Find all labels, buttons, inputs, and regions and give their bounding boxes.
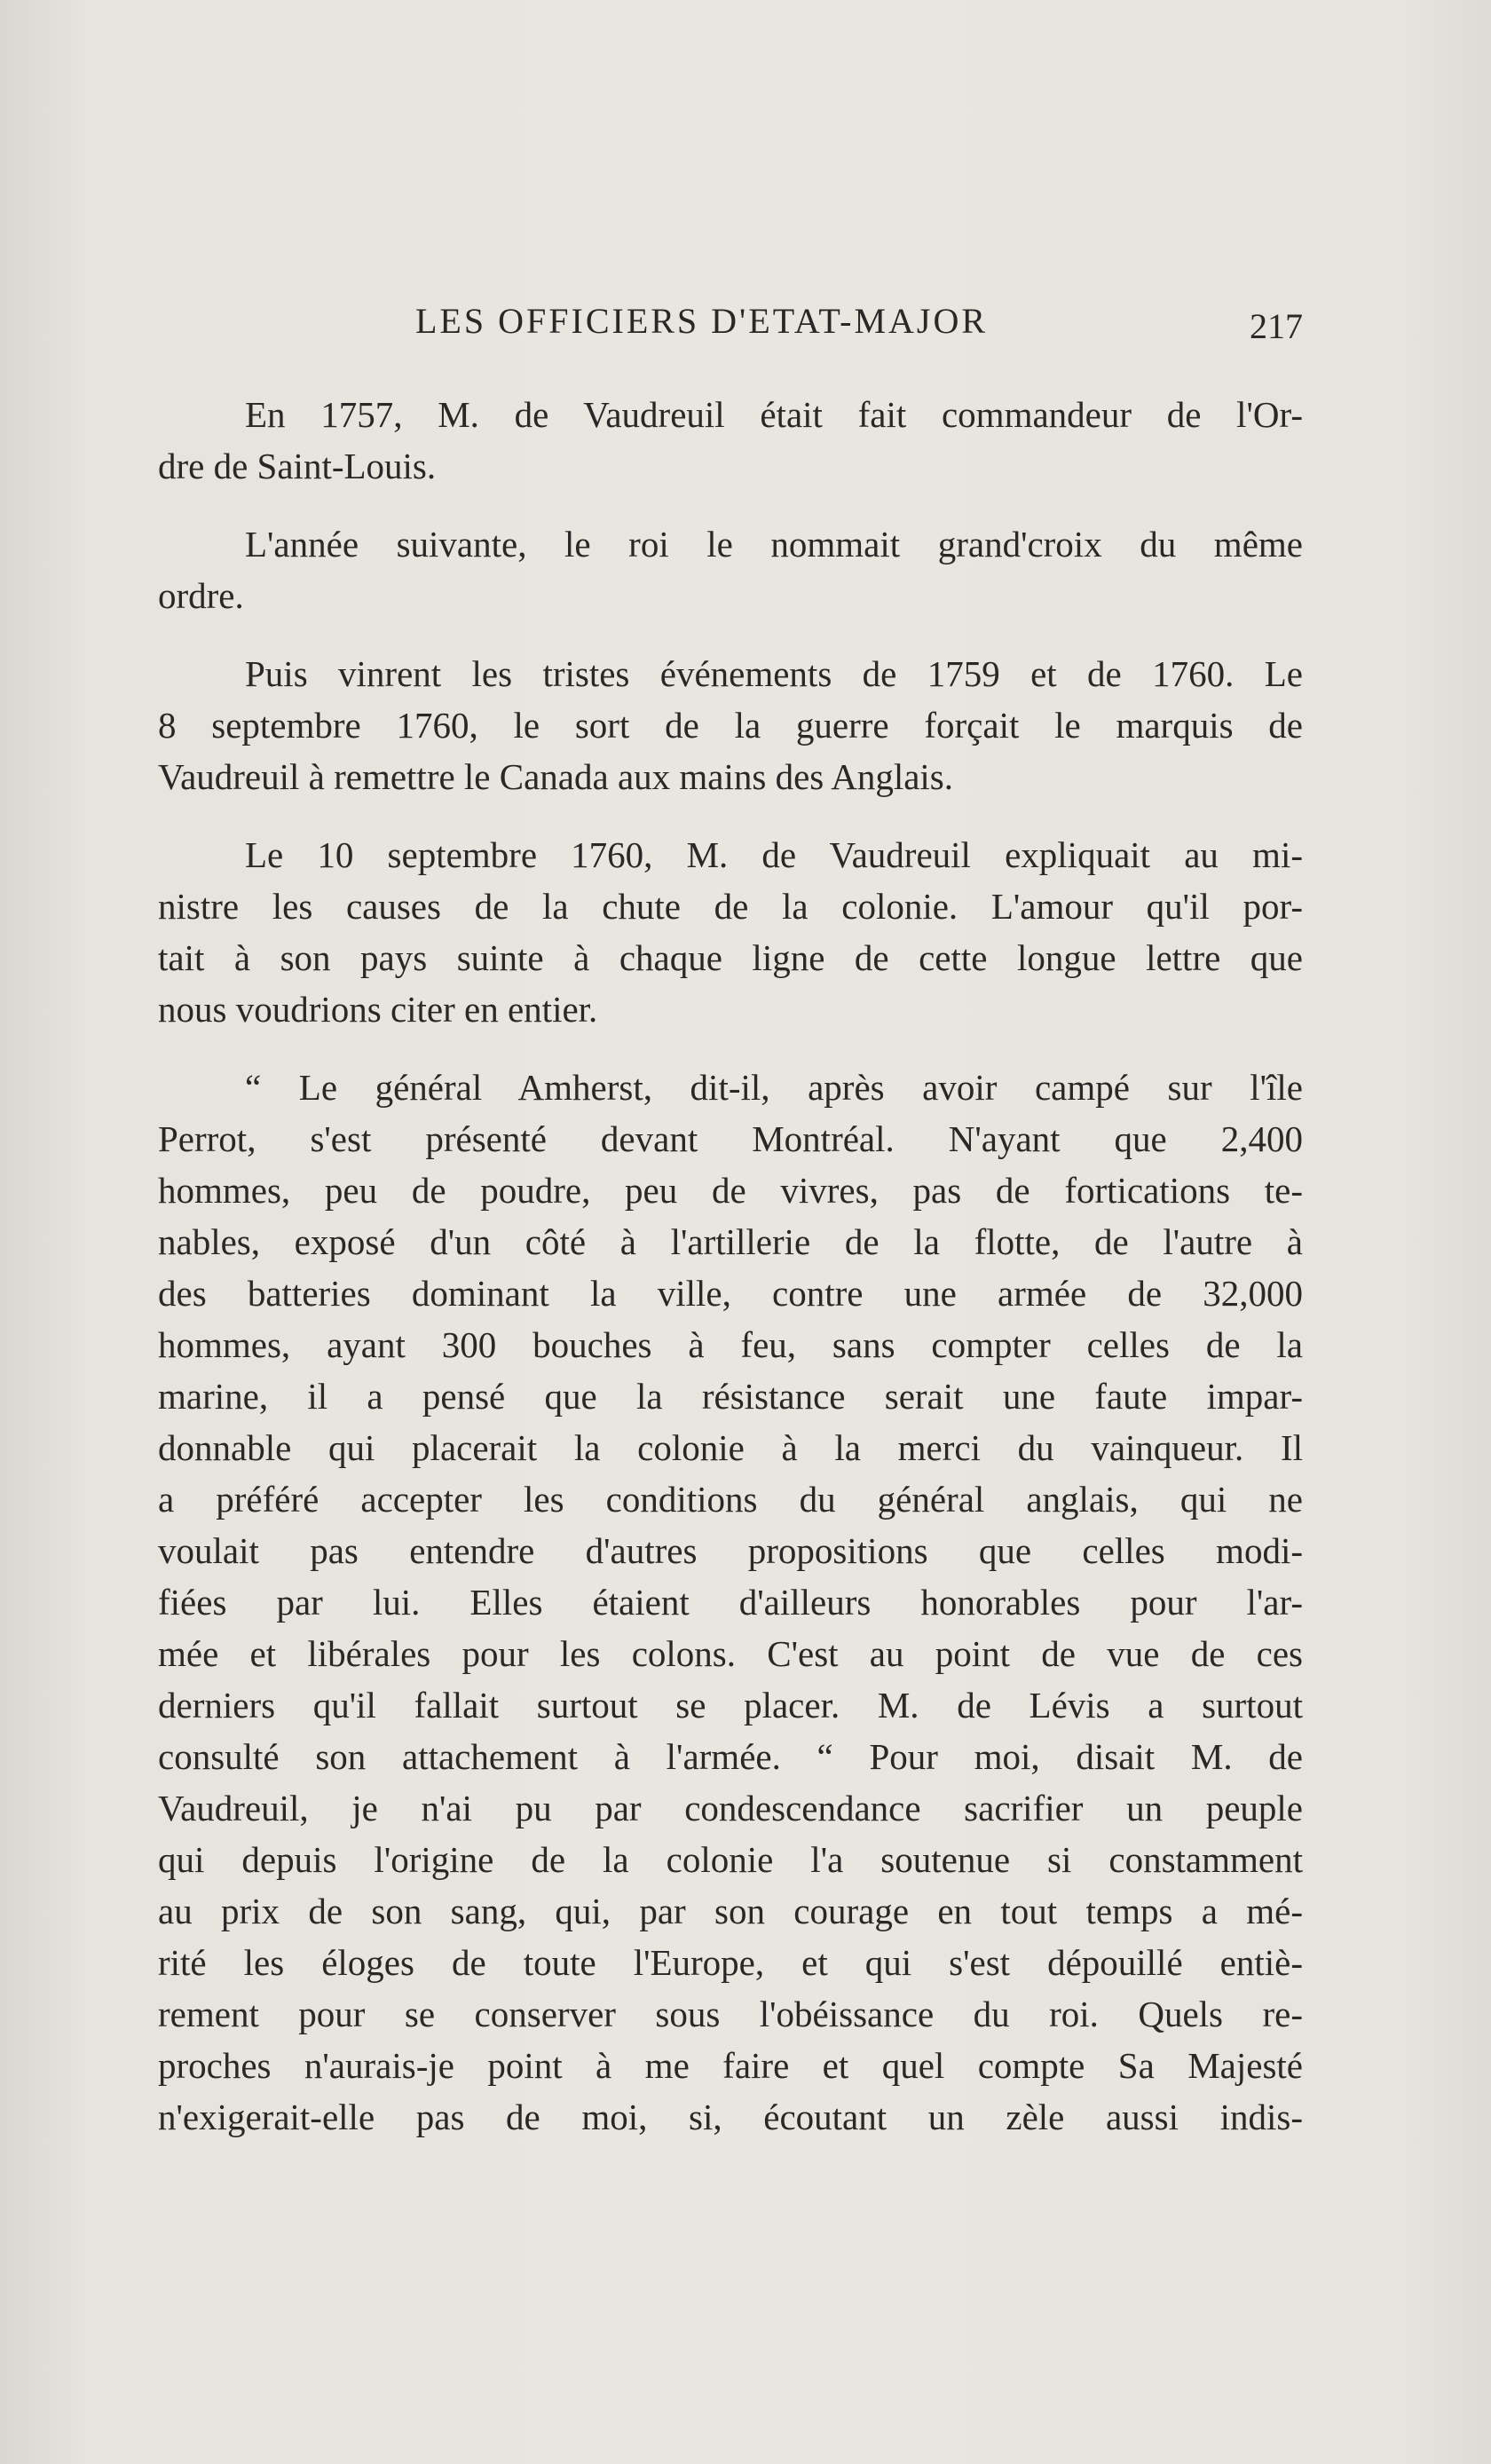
- text-line: mée et libérales pour les colons. C'est au point de vue de ces: [158, 1633, 1303, 1674]
- text-line: des batteries dominant la ville, contre une armée de 32,000: [158, 1273, 1303, 1314]
- text-line: L'année suivante, le roi le nommait grand'croix du même: [245, 524, 1303, 565]
- text-line: nous voudrions citer en entier.: [158, 989, 598, 1030]
- text-line: “ Le général Amherst, dit-il, après avoir campé sur l'île: [245, 1067, 1303, 1108]
- text-line: dre de Saint-Louis.: [158, 446, 437, 486]
- paragraph: [158, 518, 1303, 621]
- text-line: Perrot, s'est présenté devant Montréal. N'ayant que 2,400: [158, 1118, 1303, 1159]
- text-line: rement pour se conserver sous l'obéissance du roi. Quels re-: [158, 1994, 1303, 2034]
- paragraph: [158, 389, 1303, 492]
- text-line: Le 10 septembre 1760, M. de Vaudreuil expliquait au mi-: [245, 834, 1303, 875]
- text-line: Vaudreuil, je n'ai pu par condescendance sacrifier un peuple: [158, 1788, 1303, 1828]
- text-line: au prix de son sang, qui, par son courage en tout temps a mé-: [158, 1891, 1303, 1931]
- body-text: [158, 389, 1303, 2143]
- text-line: ordre.: [158, 575, 244, 616]
- text-line: En 1757, M. de Vaudreuil était fait commandeur de l'Or-: [245, 394, 1303, 435]
- text-line: Vaudreuil à remettre le Canada aux mains des Anglais.: [158, 756, 954, 797]
- running-head: [158, 300, 1303, 344]
- text-line: a préféré accepter les conditions du général anglais, qui ne: [158, 1479, 1303, 1520]
- text-line: proches n'aurais-je point à me faire et quel compte Sa Majesté: [158, 2045, 1303, 2086]
- paragraph: [158, 1062, 1303, 2143]
- running-title: LES OFFICIERS D'ETAT-MAJOR: [415, 301, 989, 341]
- text-line: nistre les causes de la chute de la colonie. L'amour qu'il por-: [158, 886, 1303, 927]
- text-line: hommes, peu de poudre, peu de vivres, pas de fortications te-: [158, 1170, 1303, 1211]
- text-line: consulté son attachement à l'armée. “ Pour moi, disait M. de: [158, 1736, 1303, 1777]
- text-line: fiées par lui. Elles étaient d'ailleurs honorables pour l'ar-: [158, 1582, 1303, 1623]
- text-line: tait à son pays suinte à chaque ligne de cette longue lettre que: [158, 937, 1303, 978]
- text-line: 8 septembre 1760, le sort de la guerre forçait le marquis de: [158, 705, 1303, 746]
- text-line: n'exigerait-elle pas de moi, si, écoutant un zèle aussi indis-: [158, 2097, 1303, 2137]
- text-line: rité les éloges de toute l'Europe, et qui s'est dépouillé entiè-: [158, 1942, 1303, 1983]
- text-line: donnable qui placerait la colonie à la merci du vainqueur. Il: [158, 1427, 1303, 1468]
- text-line: qui depuis l'origine de la colonie l'a soutenue si constamment: [158, 1839, 1303, 1880]
- text-line: derniers qu'il fallait surtout se placer. M. de Lévis a surtout: [158, 1685, 1303, 1726]
- text-line: nables, exposé d'un côté à l'artillerie de la flotte, de l'autre à: [158, 1221, 1303, 1262]
- page-number: 217: [1250, 306, 1303, 346]
- paragraph: [158, 829, 1303, 1035]
- text-line: hommes, ayant 300 bouches à feu, sans compter celles de la: [158, 1324, 1303, 1365]
- paragraph: [158, 648, 1303, 802]
- text-line: voulait pas entendre d'autres propositions que celles modi-: [158, 1530, 1303, 1571]
- text-line: marine, il a pensé que la résistance serait une faute impar-: [158, 1376, 1303, 1417]
- text-line: Puis vinrent les tristes événements de 1759 et de 1760. Le: [245, 653, 1303, 694]
